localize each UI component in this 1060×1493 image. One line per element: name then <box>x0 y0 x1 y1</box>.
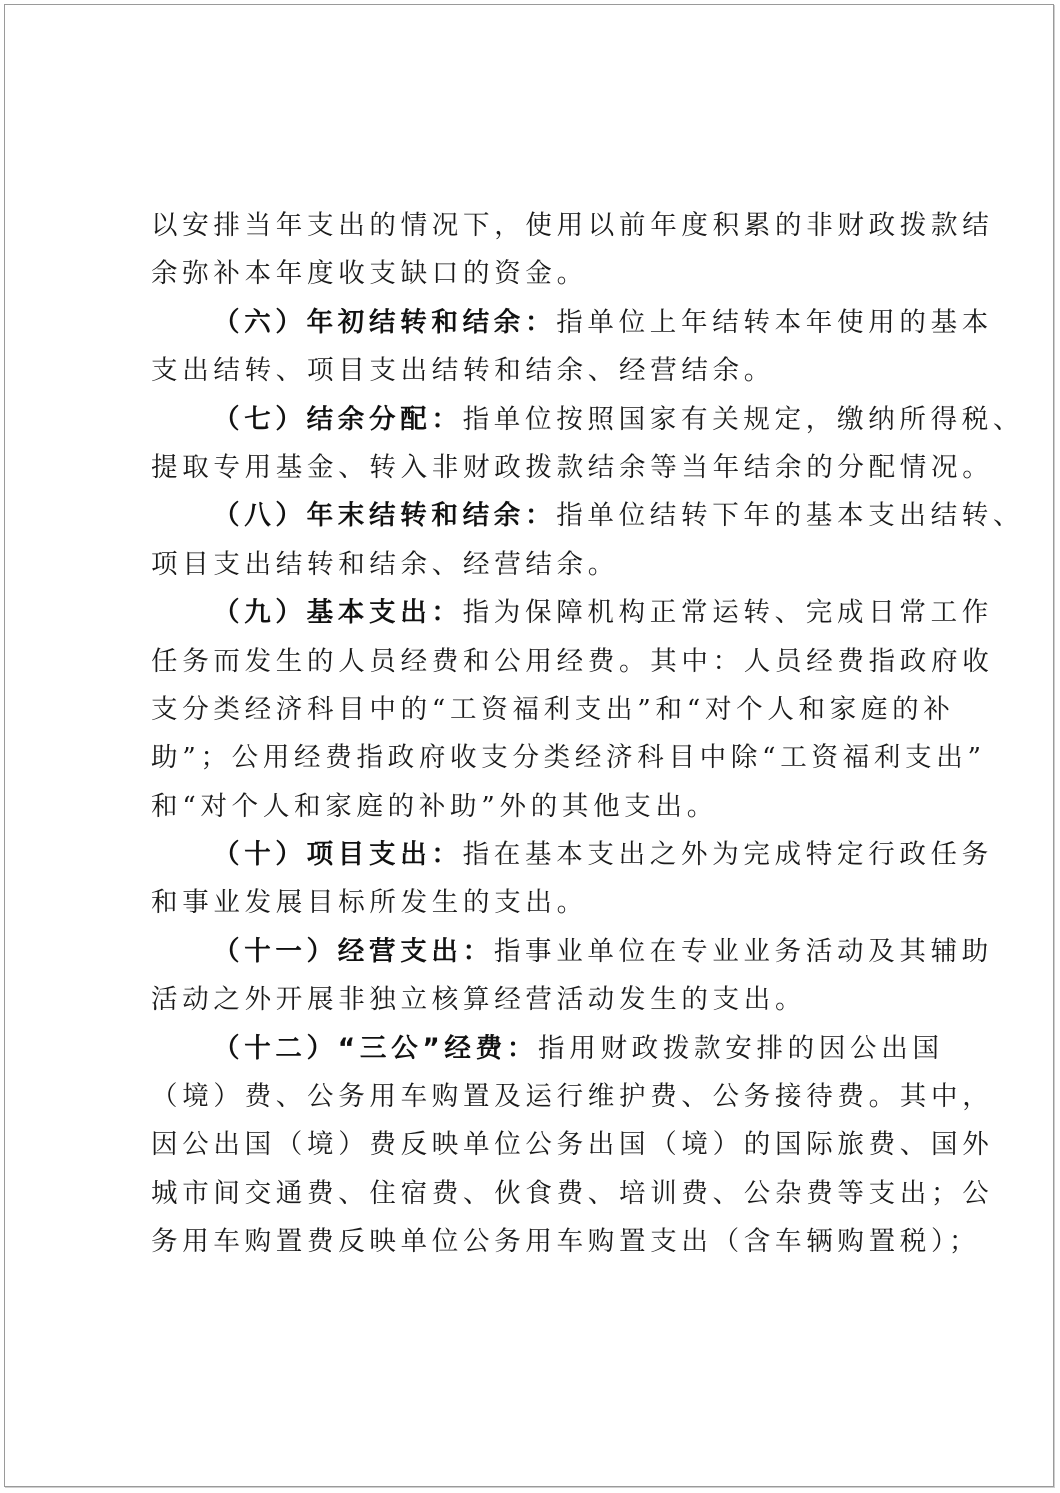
text-line-first <box>151 589 994 637</box>
paragraph-item-11 <box>151 928 994 1025</box>
text-line: 务用车购置费反映单位公务用车购置支出（含车辆购置税）； <box>151 1226 981 1258</box>
text-line-first <box>151 928 994 976</box>
text-line-first <box>151 831 994 879</box>
text-line: 余弥补本年度收支缺口的资金。 <box>151 258 588 290</box>
text-line: 项目支出结转和结余、经营结余。 <box>151 548 619 580</box>
paragraph-continuation <box>151 202 994 299</box>
term-heading: （七）结余分配： <box>213 403 463 435</box>
term-heading: （十一）经营支出： <box>213 935 494 967</box>
paragraph-item-9 <box>151 589 994 831</box>
term-heading: （六）年初结转和结余： <box>213 306 557 338</box>
text-line: 指为保障机构正常运转、完成日常工作 <box>462 597 994 629</box>
text-line: 和“对个人和家庭的补助”外的其他支出。 <box>151 790 718 822</box>
text-line: 指用财政拨款安排的因公出国 <box>538 1032 944 1064</box>
text-line: 指在基本支出之外为完成特定行政任务 <box>462 839 994 871</box>
text-line: 活动之外开展非独立核算经营活动发生的支出。 <box>151 984 807 1016</box>
term-heading: （八）年末结转和结余： <box>213 500 557 532</box>
text-line-first <box>151 492 1025 540</box>
text-line-first <box>151 299 994 347</box>
text-line: 城市间交通费、住宿费、伙食费、培训费、公杂费等支出；公 <box>151 1177 994 1209</box>
text-line: 因公出国（境）费反映单位公务出国（境）的国际旅费、国外 <box>151 1129 994 1161</box>
paragraph-item-6 <box>151 299 994 396</box>
text-line: 指单位上年结转本年使用的基本 <box>556 306 994 338</box>
term-heading: （九）基本支出： <box>213 597 463 629</box>
paragraph-item-8 <box>151 492 1025 589</box>
term-heading: （十）项目支出： <box>213 839 463 871</box>
text-line: （境）费、公务用车购置及运行维护费、公务接待费。其中， <box>151 1081 994 1113</box>
text-line: 和事业发展目标所发生的支出。 <box>151 887 588 919</box>
text-line: 指单位结转下年的基本支出结转、 <box>556 500 1025 532</box>
text-line: 助”；公用经费指政府收支分类经济科目中除“工资福利支出” <box>151 742 986 774</box>
text-line-first <box>151 1025 951 1073</box>
text-line: 指单位按照国家有关规定，缴纳所得税、 <box>462 403 1025 435</box>
text-line: 提取专用基金、转入非财政拨款结余等当年结余的分配情况。 <box>151 451 994 483</box>
text-line: 任务而发生的人员经费和公用经费。其中：人员经费指政府收 <box>151 645 994 677</box>
text-line: 支分类经济科目中的“工资福利支出”和“对个人和家庭的补 <box>151 693 955 725</box>
paragraph-item-10 <box>151 831 994 928</box>
term-heading: （十二）“三公”经费： <box>213 1032 539 1064</box>
text-line: 支出结转、项目支出结转和结余、经营结余。 <box>151 355 775 387</box>
text-line-first <box>151 396 1025 444</box>
paragraph-item-12 <box>151 1025 994 1267</box>
paragraph-item-7 <box>151 396 1025 493</box>
document-page <box>4 4 1054 1487</box>
text-line: 指事业单位在专业业务活动及其辅助 <box>493 935 994 967</box>
text-line: 以安排当年支出的情况下，使用以前年度积累的非财政拨款结 <box>151 210 994 241</box>
document-body <box>151 202 1025 1267</box>
